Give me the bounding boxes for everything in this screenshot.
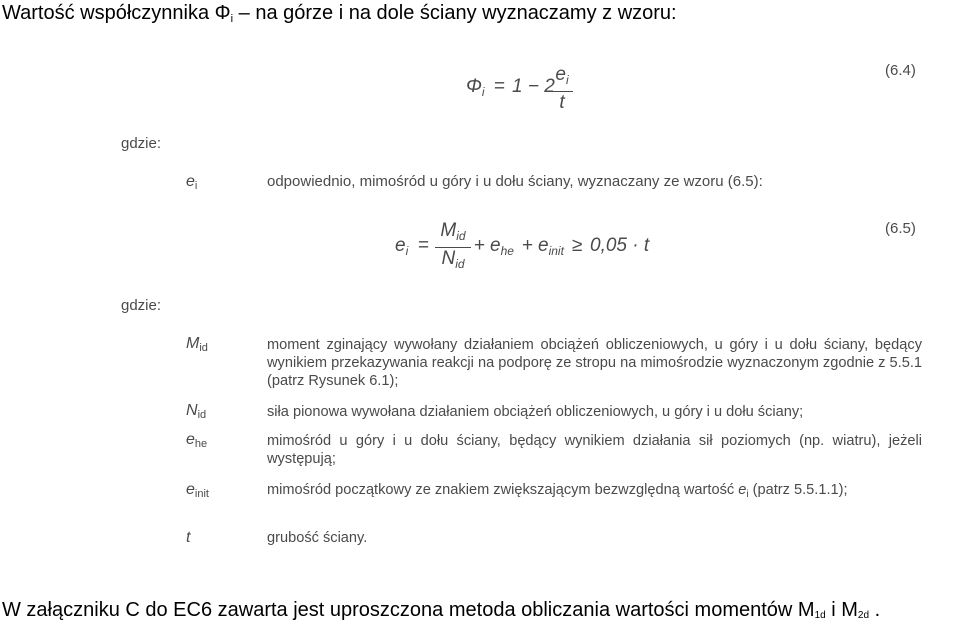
intro-phi-subscript: i	[230, 13, 234, 25]
def-ei-text: odpowiednio, mimośród u góry i u dołu ściany, wyznaczany ze wzoru (6.5):	[267, 173, 763, 190]
def-symbol-t: t	[186, 529, 191, 546]
def-text-einit: mimośród początkowy ze znakiem zwiększającym bezwzględną wartość $e_i$ (patrz 5.5.1.1);	[267, 482, 848, 500]
eq65-lhs: $e_i$	[395, 235, 409, 258]
eq65-denominator: $N_{id}$	[441, 248, 465, 271]
where-label-2: gdzie:	[121, 297, 162, 314]
def-text-t: grubość ściany.	[267, 530, 368, 546]
outro-sub-1d: 1d	[814, 610, 826, 621]
eq65-rhs: 0,05 · t	[590, 235, 650, 256]
eq65-equals: =	[418, 235, 430, 256]
eq64-equals: =	[494, 76, 506, 97]
def-symbol-ehe: ehe	[186, 431, 208, 450]
where-label-1: gdzie:	[121, 135, 162, 152]
outro-mid: i M	[825, 599, 858, 621]
eq64-denominator: t	[559, 92, 565, 113]
eq65-term-einit: $e_{init}$	[538, 235, 564, 258]
def-text-nid: siła pionowa wywołana działaniem obciążeń obliczeniowych, u góry i u dołu ściany;	[267, 404, 804, 420]
outro-text-before: W załączniku C do EC6 zawarta jest uproszczona metoda obliczania wartości momentów M	[2, 599, 815, 621]
eq64-part1: 1 − 2	[512, 76, 555, 97]
eq65-plus-1: +	[474, 235, 486, 256]
outro-sub-2d: 2d	[857, 610, 870, 621]
intro-sentence	[2, 0, 677, 32]
eq64-numerator: $e_i$	[555, 64, 569, 87]
intro-text-after: – na górze i na dole ściany wyznaczamy z wzoru:	[233, 2, 677, 24]
def-symbol-nid: Nid	[186, 402, 207, 421]
eq65-term-ehe: $e_{he}$	[490, 235, 514, 258]
eq65-geq: ≥	[572, 235, 583, 256]
intro-text-before: Wartość współczynnika Φ	[2, 2, 231, 24]
eq65-numerator: $M_{id}$	[440, 220, 466, 243]
eq65-number: (6.5)	[885, 220, 916, 237]
outro-end: .	[869, 599, 881, 621]
eq65-plus-2: +	[522, 235, 534, 256]
eq64-lhs: $\Phi_i$	[466, 76, 485, 99]
def-ei-symbol: ei	[186, 173, 198, 192]
def-symbol-einit: einit	[186, 481, 209, 500]
def-text-ehe: mimośród u góry i u dołu ściany, będący wynikiem działania sił poziomych (np. wiatru), jeżeli występują;	[267, 433, 922, 467]
eq64-fraction	[551, 64, 573, 114]
outro-sentence	[2, 597, 880, 629]
def-symbol-mid: Mid	[186, 335, 208, 354]
eq64-number: (6.4)	[885, 62, 916, 79]
eq65-fraction	[435, 220, 471, 275]
def-text-mid: moment zginający wywołany działaniem obciążeń obliczeniowych, u góry i u dołu ściany, będący wynikiem przekazywania reakcji na podporę ze stropu na mimośrodzie wyznaczonym zgodnie z 5.5.1 (patrz Rysunek 6.1);	[267, 337, 922, 389]
